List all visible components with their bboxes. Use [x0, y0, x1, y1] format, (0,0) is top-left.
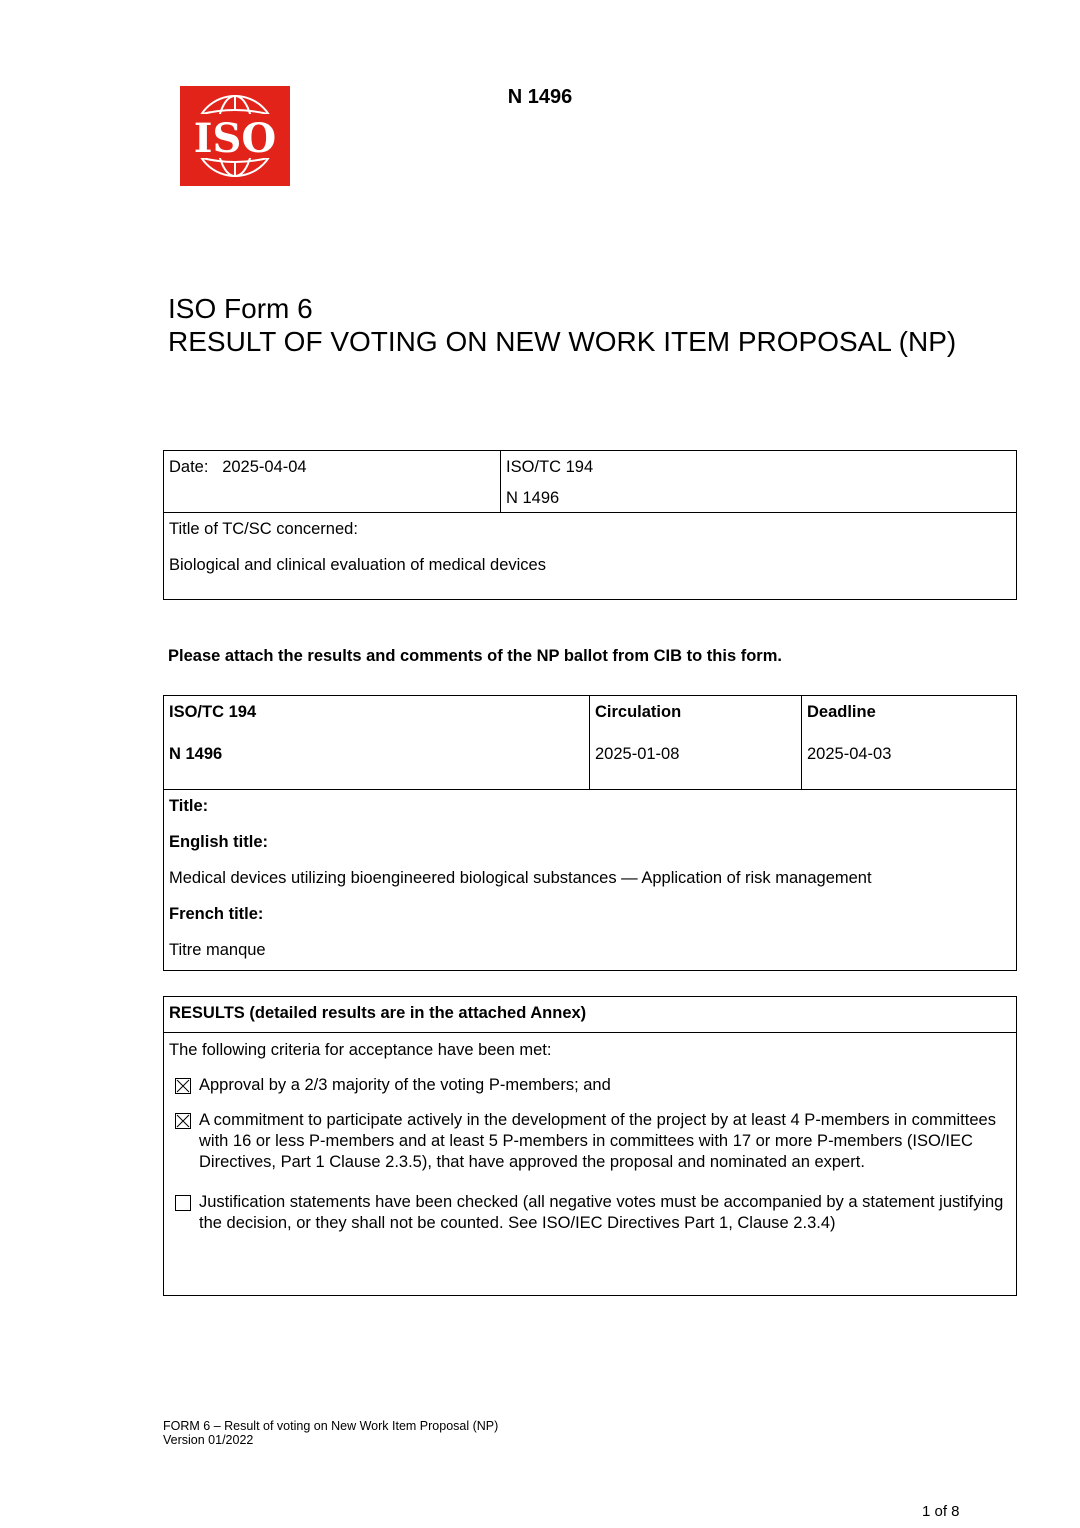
criterion-text: A commitment to participate actively in the development of the project by at least 4 P-members in committees with 16 or less P-members and at least 5 P-members in committees with 17 or more P-members (ISO/IEC Directives, Part 1 Clause 2.3.5), that have approved the proposal and nominated an expert. [199, 1111, 996, 1171]
criterion-item [169, 1192, 1011, 1234]
criterion-item [169, 1110, 1011, 1173]
logo-text: ISO [193, 115, 277, 162]
form-title-line1: ISO Form 6 [168, 293, 313, 324]
deadline-label: Deadline [807, 703, 876, 721]
results-body-cell [164, 1033, 1017, 1296]
english-title-label: English title: [169, 833, 268, 851]
form-title-line2: RESULT OF VOTING ON NEW WORK ITEM PROPOSAL (NP) [168, 326, 957, 357]
ballot-doc-number: N 1496 [169, 745, 223, 763]
committee-ref: ISO/TC 194 [506, 458, 594, 476]
tc-title-value: Biological and clinical evaluation of medical devices [169, 556, 546, 574]
criterion-checkbox-empty[interactable] [175, 1195, 191, 1211]
criterion-item [169, 1075, 1011, 1096]
date-label: Date: [169, 458, 209, 476]
english-title-value: Medical devices utilizing bioengineered biological substances — Application of risk management [169, 869, 872, 887]
french-title-label: French title: [169, 905, 264, 923]
tc-title-cell [164, 513, 1017, 600]
tc-title-label: Title of TC/SC concerned: [169, 520, 358, 538]
date-cell [164, 451, 501, 513]
french-title-value: Titre manque [169, 941, 266, 959]
attach-note: Please attach the results and comments of the NP ballot from CIB to this form. [168, 647, 782, 665]
checkbox-cross-icon [176, 1114, 190, 1128]
title-cell [164, 790, 1017, 971]
ballot-ref-cell [164, 696, 590, 790]
criterion-checkbox[interactable] [175, 1113, 191, 1129]
form-title [168, 292, 956, 358]
results-header-cell [164, 997, 1017, 1033]
deadline-value: 2025-04-03 [807, 745, 892, 763]
criterion-text: Justification statements have been checked (all negative votes must be accompanied by a statement justifying the decision, or they shall not be counted. See ISO/IEC Directives Part 1, Clause 2.3.4) [199, 1193, 1004, 1232]
footer [163, 1419, 498, 1447]
deadline-cell [802, 696, 1017, 790]
circulation-label: Circulation [595, 703, 682, 721]
circulation-value: 2025-01-08 [595, 745, 680, 763]
ballot-table [163, 695, 1017, 971]
reference-cell [501, 451, 1017, 513]
results-header: RESULTS (detailed results are in the attached Annex) [169, 1004, 587, 1022]
criterion-checkbox[interactable] [175, 1078, 191, 1094]
date-value: 2025-04-04 [222, 458, 307, 476]
info-table [163, 450, 1017, 600]
results-table [163, 996, 1017, 1296]
results-intro: The following criteria for acceptance have been met: [169, 1041, 552, 1059]
footer-form-line: FORM 6 – Result of voting on New Work Item Proposal (NP) [163, 1419, 499, 1433]
page-number: 1 of 8 [922, 1503, 960, 1520]
criterion-text: Approval by a 2/3 majority of the voting P-members; and [199, 1076, 611, 1094]
document-number: N 1496 [507, 86, 573, 108]
ballot-committee: ISO/TC 194 [169, 703, 257, 721]
doc-ref: N 1496 [506, 489, 560, 507]
title-label: Title: [169, 797, 209, 815]
circulation-cell [590, 696, 802, 790]
footer-version-line: Version 01/2022 [163, 1433, 254, 1447]
checkbox-cross-icon [176, 1079, 190, 1093]
